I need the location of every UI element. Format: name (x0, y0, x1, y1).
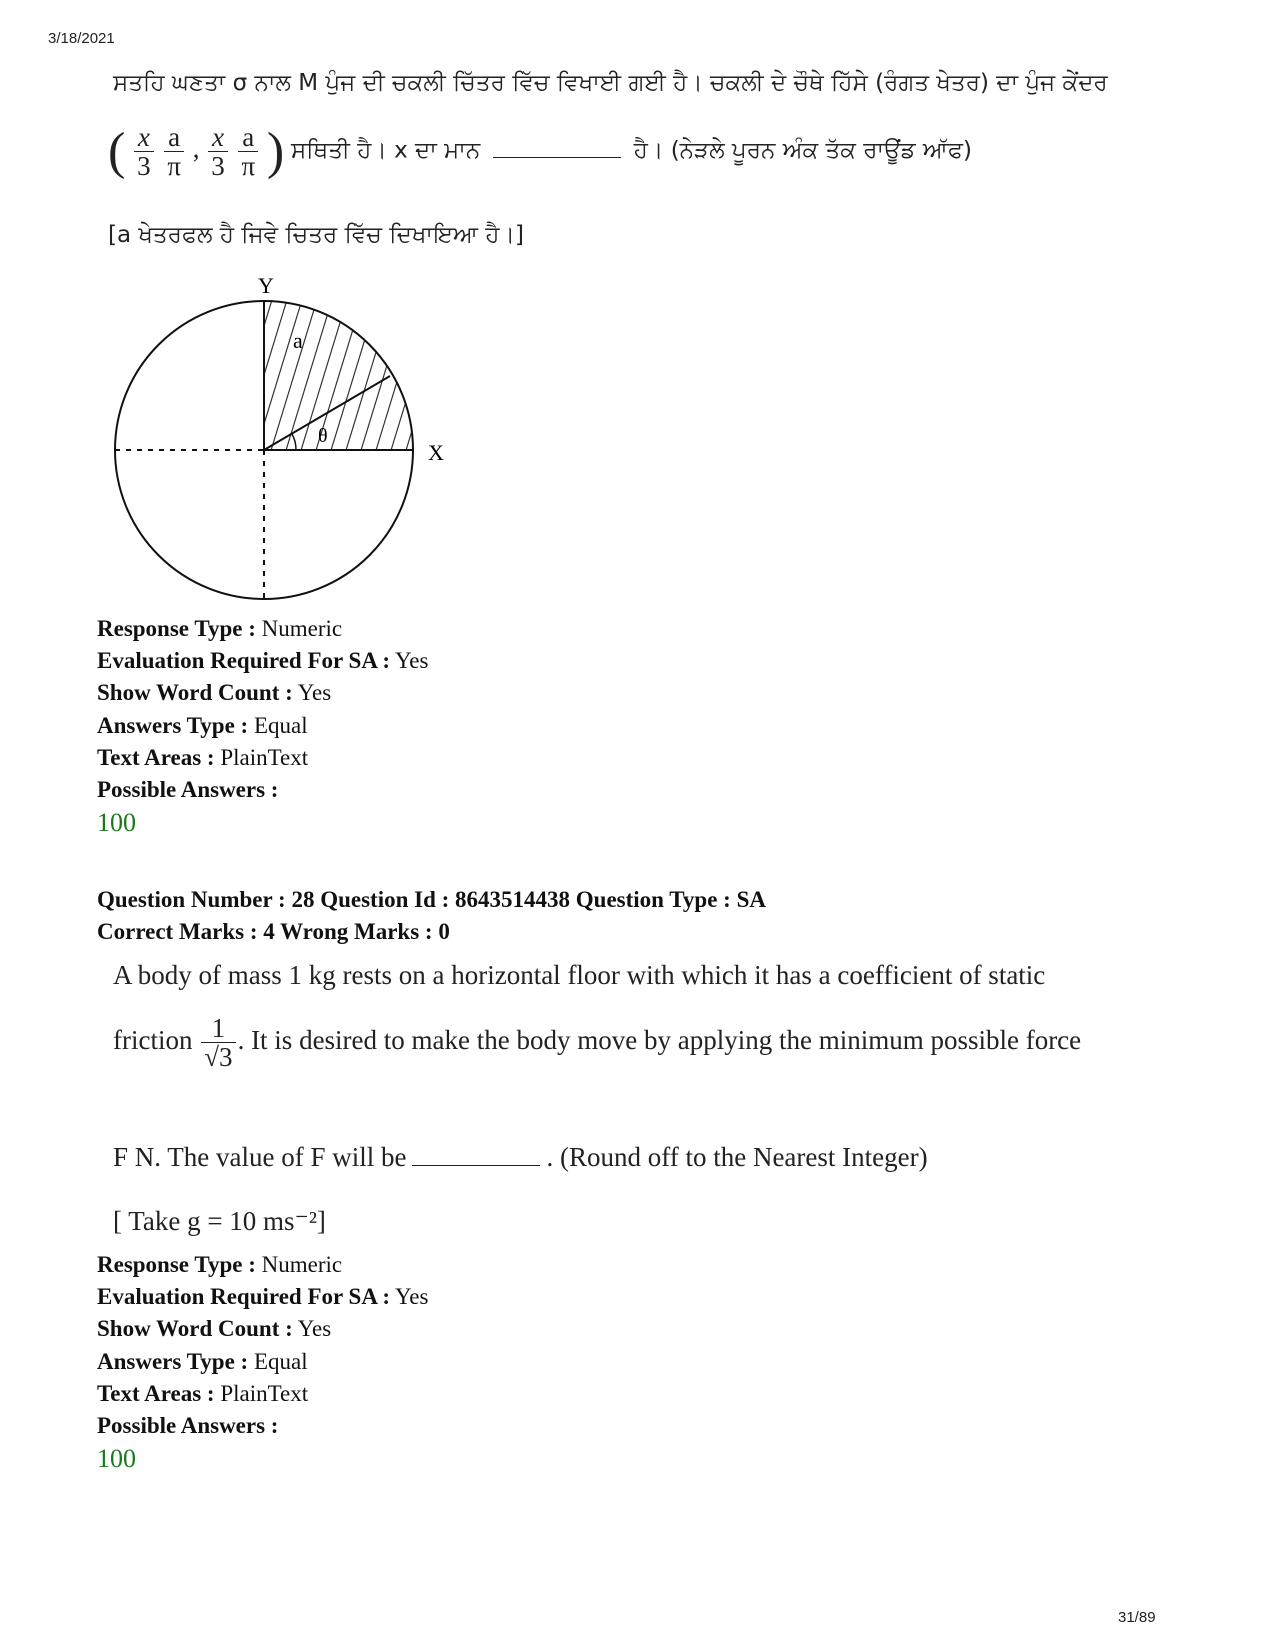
fraction-a-over-pi: $\frac{a}{\pi}$ (164, 123, 184, 181)
fraction-a-over-pi-b: $\frac{a}{\pi}$ (238, 123, 258, 181)
label-theta: θ (318, 425, 328, 447)
left-paren: ( (108, 123, 126, 180)
meta2-word-count: Show Word Count : Yes (97, 1316, 332, 1341)
angle-arc (292, 434, 296, 450)
answer-blank (493, 156, 621, 158)
fraction-1-over-root3: $\frac{1}{√3}$ (201, 1014, 235, 1072)
page-number: 31/89 (1118, 1609, 1156, 1626)
q27-line3: [a ਖੇਤਰਫਲ ਹੈ ਜਿਵੇ ਚਿਤਰ ਵਿੱਚ ਦਿਖਾਇਆ ਹੈ।] (108, 222, 524, 248)
q27-line1: ਸਤਹਿ ਘਣਤਾ σ ਨਾਲ M ਪੁੰਜ ਦੀ ਚਕਲੀ ਚਿੱਤਰ ਵਿੱਚ ਵਿਖਾਈ ਗਈ ਹੈ। ਚਕਲੀ ਦੇ ਚੌਥੇ ਹਿੱਸੇ (ਰੰਗਤ ਖੇਤਰ) ਦਾ ਪੁੰਜ ਕੇਂਦਰ (113, 70, 1108, 96)
shaded-quadrant (220, 290, 455, 470)
fraction-x-over-3: $\frac{x}{3}$ (134, 123, 154, 181)
meta2-text-areas: Text Areas : PlainText (97, 1381, 309, 1406)
q27-line2-text: ਸਥਿਤੀ ਹੈ। x ਦਾ ਮਾਨ (290, 137, 481, 164)
meta1-response-type: Response Type : Numeric (97, 616, 343, 641)
q27-line2-end: ਹੈ। (ਨੇੜਲੇ ਪੂਰਨ ਅੰਕ ਤੱਕ ਰਾਊਂਡ ਆੱਫ) (633, 137, 972, 164)
q28-header-line1: Question Number : 28 Question Id : 8643514438 Question Type : SA (97, 887, 766, 912)
meta2-possible-label: Possible Answers : (97, 1413, 279, 1438)
meta1-possible-answer: 100 (97, 808, 136, 837)
q28-header-line2: Correct Marks : 4 Wrong Marks : 0 (97, 919, 450, 944)
meta2-answers-type: Answers Type : Equal (97, 1349, 308, 1374)
meta2-possible-answer: 100 (97, 1444, 136, 1473)
label-y: Y (258, 273, 274, 298)
meta2-eval: Evaluation Required For SA : Yes (97, 1284, 429, 1309)
print-date: 3/18/2021 (48, 30, 115, 47)
meta1-answers-type: Answers Type : Equal (97, 713, 308, 738)
meta1-possible-label: Possible Answers : (97, 777, 279, 802)
q27-line2 (108, 122, 972, 181)
answer-blank-2 (412, 1164, 540, 1166)
comma: , (192, 133, 200, 164)
friction-word: friction (113, 1025, 193, 1056)
fraction-x-over-3-b: $\frac{x}{3}$ (208, 123, 228, 181)
q28-line1: A body of mass 1 kg rests on a horizontal floor with which it has a coefficient of static (113, 960, 1046, 990)
meta1-text-areas: Text Areas : PlainText (97, 745, 309, 770)
disc-figure (100, 270, 460, 610)
label-a: a (293, 328, 303, 353)
right-paren: ) (266, 123, 285, 180)
label-x: X (428, 440, 444, 465)
meta1-word-count: Show Word Count : Yes (97, 680, 332, 705)
meta1-eval: Evaluation Required For SA : Yes (97, 648, 429, 673)
q28-line3: F N. The value of F will be . (Round off to the Nearest Integer) (113, 1142, 928, 1172)
q28-line2 (113, 1014, 1081, 1072)
meta2-response-type: Response Type : Numeric (97, 1252, 343, 1277)
q28-line4: [ Take g = 10 ms⁻²] (113, 1206, 326, 1236)
q28-line2-rest: . It is desired to make the body move by applying the minimum possible force (237, 1025, 1082, 1056)
